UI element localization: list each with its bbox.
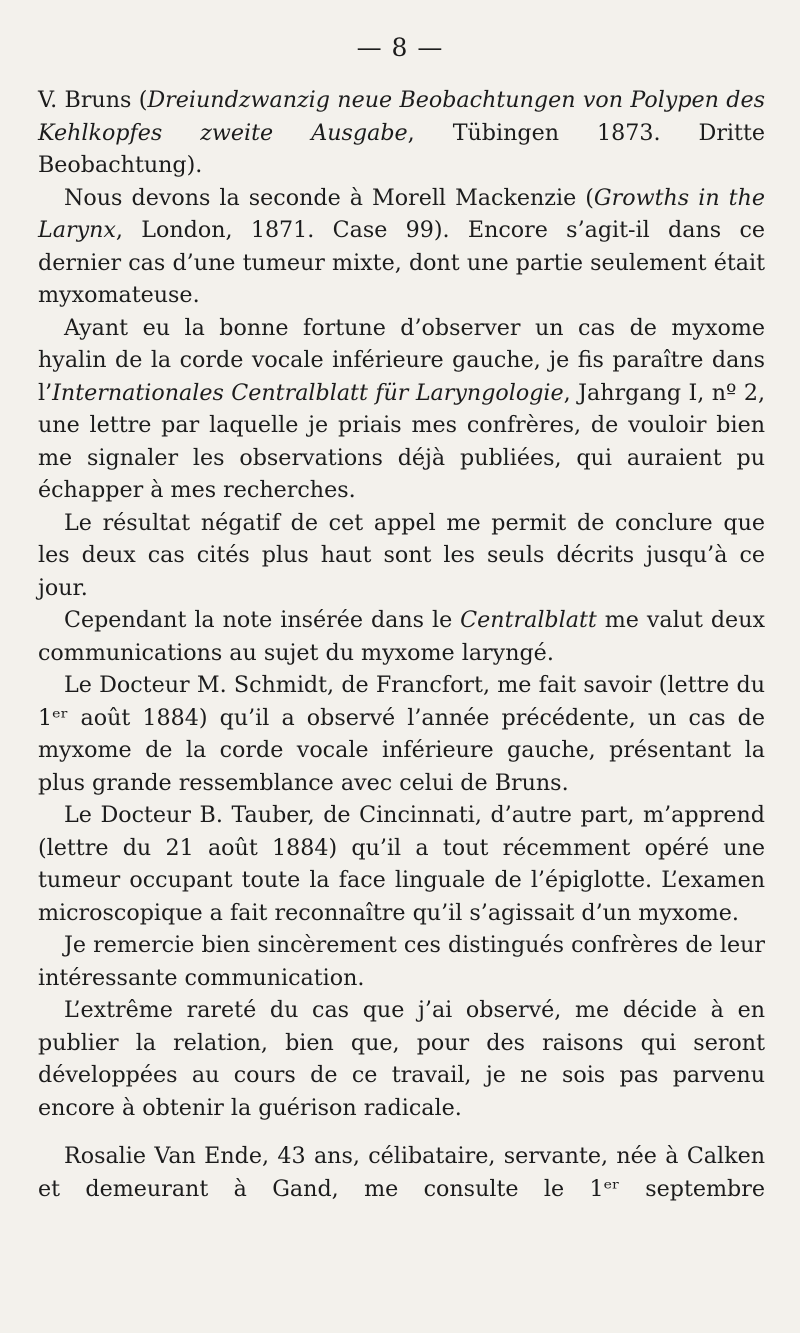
paragraph [38, 799, 765, 929]
paragraph [38, 507, 765, 605]
paragraph [38, 84, 765, 182]
paragraph [38, 1140, 765, 1205]
page-number: — 8 — [356, 33, 444, 62]
body-text [38, 84, 765, 1205]
italic-text: Centralblatt [460, 607, 597, 633]
text-run: Le résultat négatif de cet appel me permit de conclure que les deux cas cités plus haut sont les seuls décrits jusqu’à ce jour. [38, 509, 765, 601]
text-run: Le Docteur B. Tauber, de Cincinnati, d’autre part, m’apprend (lettre du 21 août 1884) qu’il a tout récemment opéré une tumeur occupant toute la face linguale de l’épiglotte. L’examen microscopique a fait reconnaître qu’il s’agissait d’un myxome. [38, 802, 765, 926]
paragraph [38, 604, 765, 669]
text-run: Rosalie Van Ende, 43 ans, célibataire, servante, née à Calken et demeurant à Gand, me consulte le 1ᵉʳ septembre [38, 1143, 765, 1202]
italic-text: Dreiundzwanzig neue Beobachtungen von Polypen des Kehlkopfes zweite Ausgabe [38, 87, 765, 146]
paragraph [38, 312, 765, 507]
text-run: , London, 1871. Case 99). Encore s’agit-il dans ce dernier cas d’une tumeur mixte, dont une partie seulement était myxomateuse. [38, 217, 765, 308]
text-run: Je remercie bien sincèrement ces distingués confrères de leur intéressante communication. [38, 932, 765, 991]
text-run: , Jahrgang I, nº 2, une lettre par laquelle je priais mes confrères, de vouloir bien me signaler les observations déjà publiées, qui auraient pu échapper à mes recherches. [38, 379, 765, 503]
paragraph [38, 669, 765, 799]
paragraph [38, 994, 765, 1124]
italic-text: Growths in the Larynx [38, 184, 765, 243]
italic-text: Internationales Centralblatt für Laryngologie [52, 379, 564, 406]
text-run: V. Bruns ( [38, 87, 148, 113]
text-run: Cependant la note insérée dans le [64, 607, 461, 633]
paragraph [38, 182, 765, 312]
text-run: Ayant eu la bonne fortune d’observer un cas de myxome hyalin de la corde vocale inférieure gauche, je fis paraître dans l’ [38, 314, 765, 406]
text-run: me valut deux communications au sujet du myxome laryngé. [38, 607, 765, 666]
text-run: Le Docteur M. Schmidt, de Francfort, me fait savoir (lettre du 1ᵉʳ août 1884) qu’il a observé l’année précédente, un cas de myxome de la corde vocale inférieure gauche, présentant la plus grande ressemblance avec celui de Bruns. [38, 672, 765, 796]
paragraph [38, 929, 765, 994]
text-run: L’extrême rareté du cas que j’ai observé, me décide à en publier la relation, bien que, pour des raisons qui seront développées au cours de ce travail, je ne sois pas parvenu encore à obtenir la guérison radicale. [38, 997, 765, 1121]
text-run: , Tübingen 1873. Dritte Beobachtung). [38, 119, 765, 178]
text-run: Nous devons la seconde à Morell Mackenzie ( [64, 184, 594, 211]
